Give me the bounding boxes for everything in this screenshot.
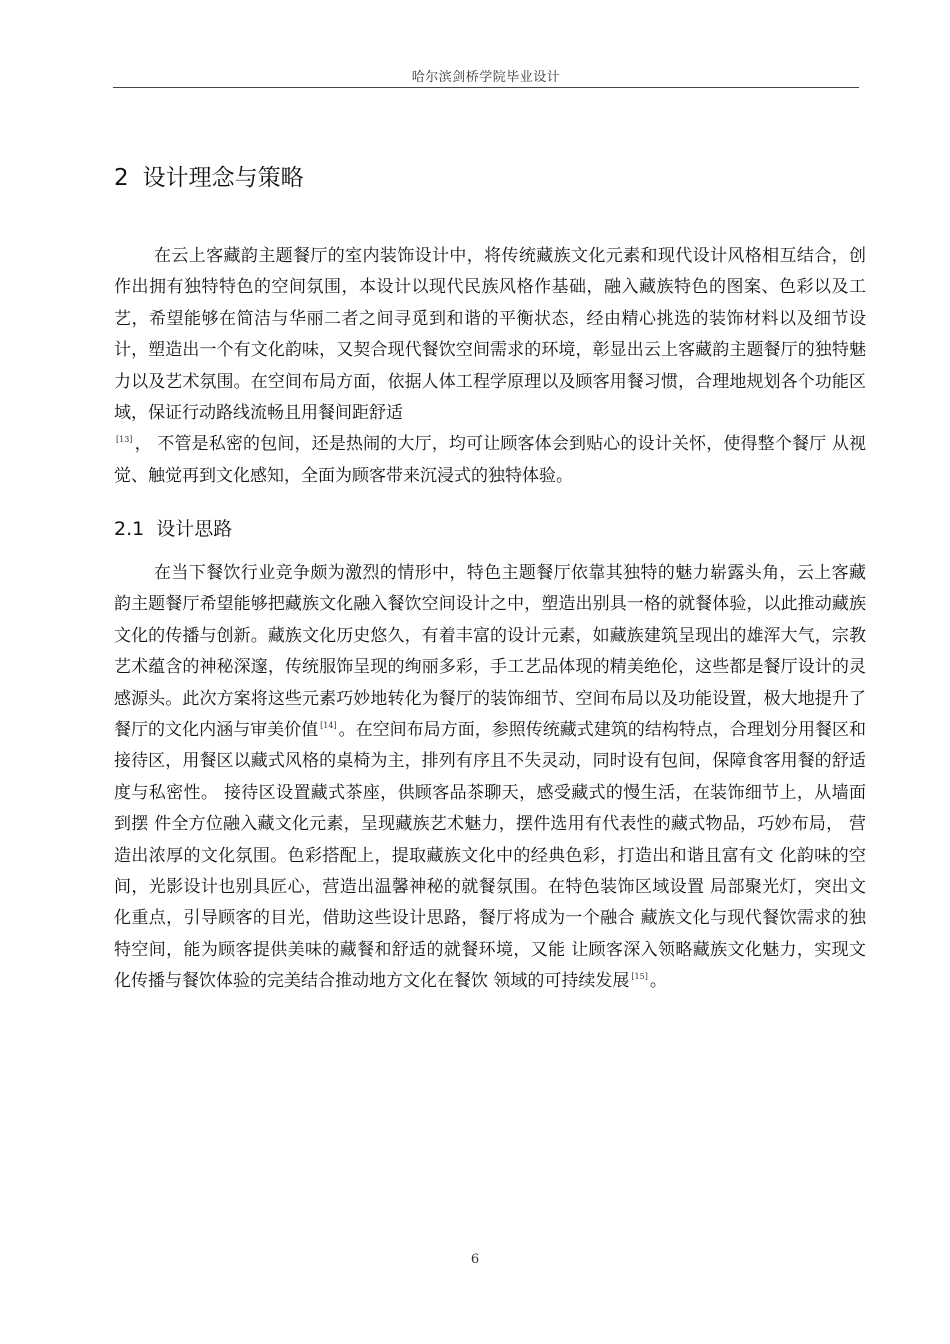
section-title: 设计思路 xyxy=(156,518,233,540)
intro-paragraph-text-1: 在云上客藏韵主题餐厅的室内装饰设计中，将传统藏族文化元素和现代设计风格相互结合，创作出拥有独特特色的空间氛围，本设计以现代民族风格作基础，融入藏族特色的图案、色彩以及工艺，希望能够在简洁与华丽二者之间寻觅到和谐的平衡状态，经由精心挑选的装饰材料以及细节设计，塑造出一个有文化韵味，又契合现代餐饮空间需求的环境，彰显出云上客藏韵主题餐厅的独特魅力以及艺术氛围。在空间布局方面，依据人体工程学原理以及顾客用餐习惯，合理地规划各个功能区域，保证行动路线流畅且用餐间距舒适 xyxy=(114,246,866,424)
citation-13: [13] xyxy=(116,435,133,445)
chapter-number: 2 xyxy=(114,165,129,191)
citation-15: [15] xyxy=(631,972,648,982)
intro-paragraph xyxy=(114,241,866,492)
design-ideas-text-1: 在当下餐饮行业竞争颇为激烈的情形中，特色主题餐厅依靠其独特的魅力崭露头角，云上客藏韵主题餐厅希望能够把藏族文化融入餐饮空间设计之中，塑造出别具一格的就餐体验，以此推动藏族文化的传播与创新。藏族文化历史悠久，有着丰富的设计元素，如藏族建筑呈现出的雄浑大气，宗教艺术蕴含的神秘深邃，传统服饰呈现的绚丽多彩，手工艺品体现的精美绝伦，这些都是餐厅设计的灵感源头。此次方案将这些元素巧妙地转化为餐厅的装饰细节、空间布局以及功能设置，极大地提升了餐厅的文化内涵与审美价值 xyxy=(114,563,866,741)
design-ideas-paragraph xyxy=(114,558,866,998)
citation-14: [14] xyxy=(320,721,337,731)
section-number: 2.1 xyxy=(114,518,145,540)
intro-paragraph-text-2: ， 不管是私密的包间，还是热闹的大厅，均可让顾客体会到贴心的设计关怀，使得整个餐厅 从视觉、触觉再到文化感知，全面为顾客带来沉浸式的独特体验。 xyxy=(114,434,866,486)
chapter-heading xyxy=(114,160,304,196)
page-number: 6 xyxy=(470,1252,480,1267)
section-heading xyxy=(114,514,232,544)
design-ideas-text-3: 。 xyxy=(649,971,667,992)
design-ideas-text-2: 。在空间布局方面，参照传统藏式建筑的结构特点，合理划分用餐区和接待区，用餐区以藏式风格的桌椅为主，排列有序且不失灵动，同时设有包间，保障食客用餐的舒适度与私密性。 接待区设置藏式茶座，供顾客品茶聊天，感受藏式的慢生活，在装饰细节上，从墙面到摆 件全方位融入藏文化元素，呈现藏族艺术魅力，摆件选用有代表性的藏式物品，巧妙布局， 营造出浓厚的文化氛围。色彩搭配上，提取藏族文化中的经典色彩，打造出和谐且富有文 化韵味的空间，光影设计也别具匠心，营造出温馨神秘的就餐氛围。在特色装饰区域设置 局部聚光灯，突出文化重点，引导顾客的目光，借助这些设计思路，餐厅将成为一个融合 藏族文化与现代餐饮需求的独特空间，能为顾客提供美味的藏餐和舒适的就餐环境，又能 让顾客深入领略藏族文化魅力，实现文化传播与餐饮体验的完美结合推动地方文化在餐饮 领域的可持续发展 xyxy=(114,720,867,992)
header-divider xyxy=(113,87,859,88)
chapter-title: 设计理念与策略 xyxy=(142,165,304,191)
running-header: 哈尔滨剑桥学院毕业设计 xyxy=(411,70,561,85)
